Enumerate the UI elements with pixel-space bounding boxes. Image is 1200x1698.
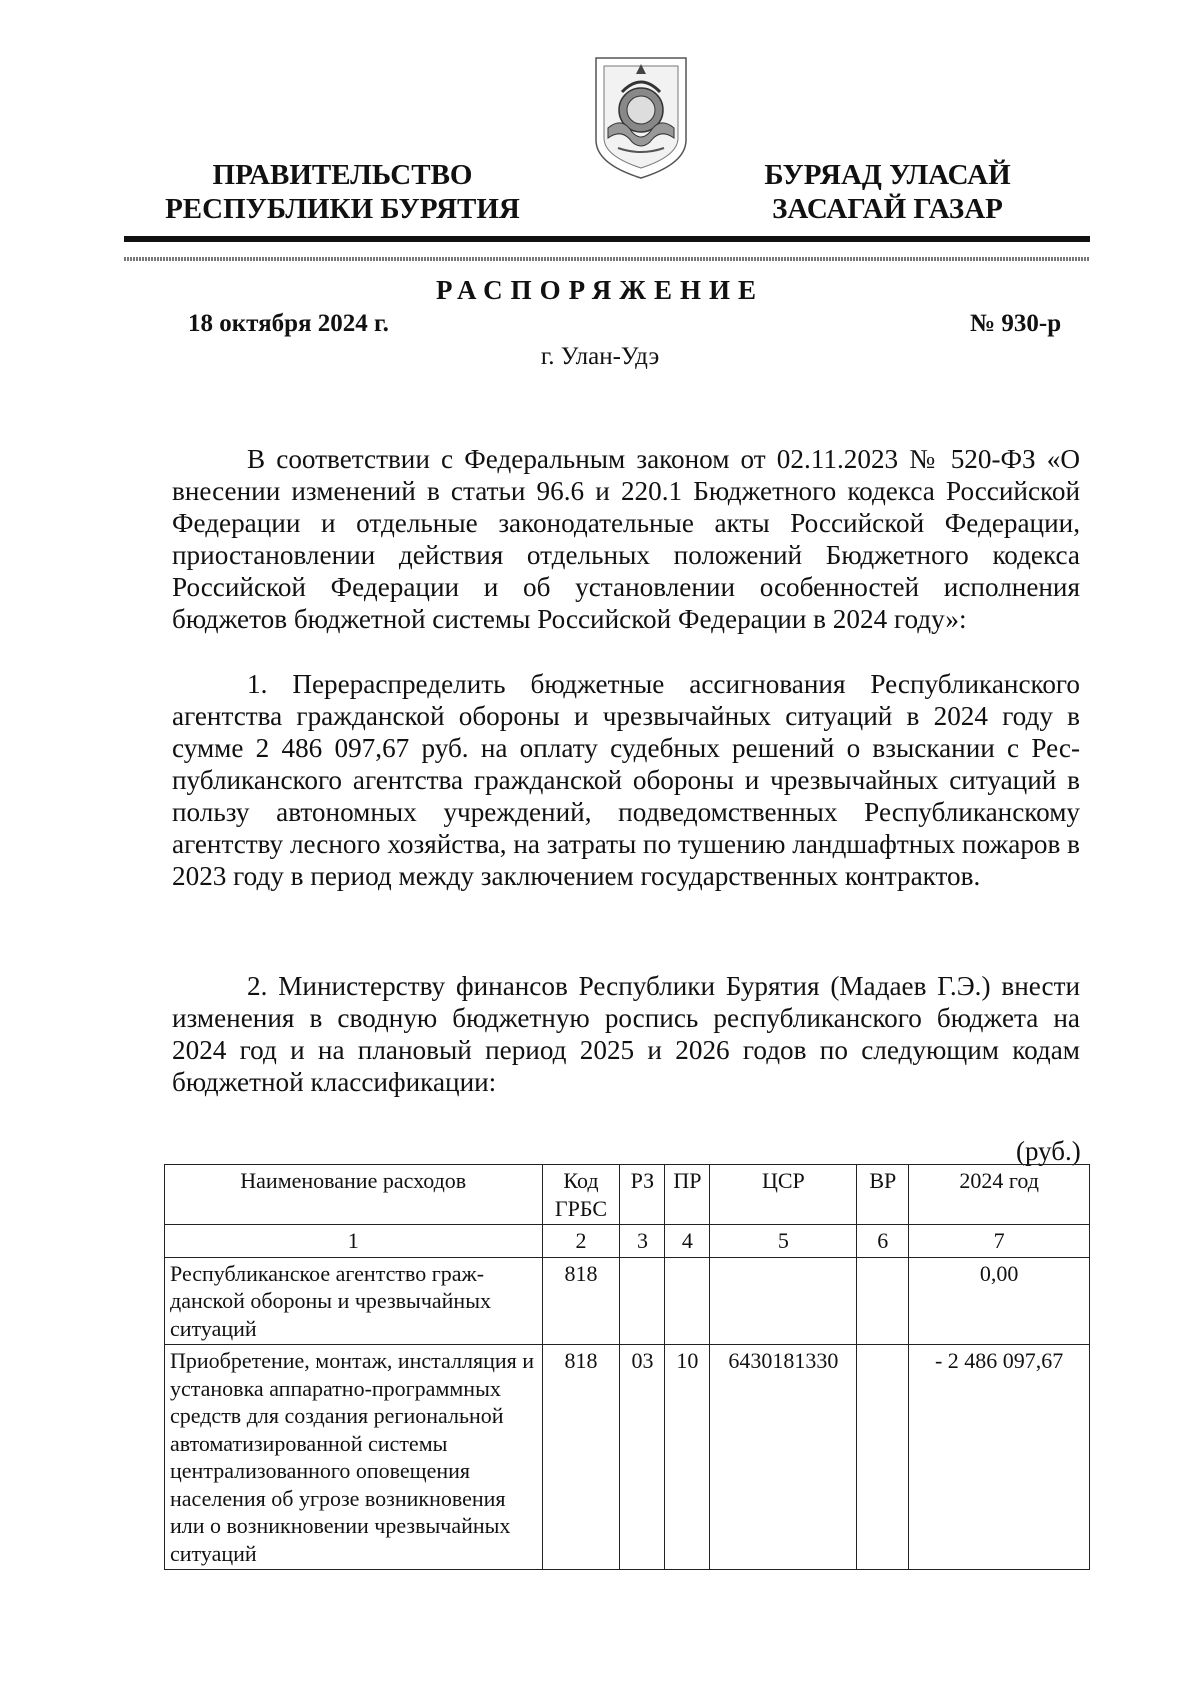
col-number: 2 xyxy=(542,1225,620,1258)
row-amount: - 2 486 097,67 xyxy=(909,1345,1090,1570)
header-right-line2: ЗАСАГАЙ ГАЗАР xyxy=(772,193,1003,225)
header-divider-thick xyxy=(124,236,1090,242)
document-city: г. Улан-Удэ xyxy=(540,343,660,370)
col-number: 1 xyxy=(165,1225,543,1258)
document-date: 18 октября 2024 г. xyxy=(188,310,389,337)
paragraph-2: 2. Министерству финансов Республики Бурятия (Мадаев Г.Э.) внести изменения в сводную бюджетную роспись республиканского бюджета на 2024 год и на плановый период 2025 и 2026 годов по следующим кодам бюджетной классификации: xyxy=(172,971,1080,1097)
row-name: Приобретение, монтаж, инсталляция и установка аппаратно-программных средств для создания региональной автоматизированной системы централизованного оповещения населения об угрозе возникновения или о возникновении чрезвычайных ситуаций xyxy=(165,1345,543,1570)
row-rz: 03 xyxy=(620,1345,665,1570)
col-number: 6 xyxy=(857,1225,909,1258)
row-csr: 6430181330 xyxy=(710,1345,857,1570)
row-grbs: 818 xyxy=(542,1345,620,1570)
table-unit: (руб.) xyxy=(1016,1136,1081,1166)
col-number: 5 xyxy=(710,1225,857,1258)
header-rz: РЗ xyxy=(620,1165,665,1225)
budget-table xyxy=(164,1164,1090,1570)
table-column-numbers-row xyxy=(165,1225,1090,1258)
header-right-line1: БУРЯАД УЛАСАЙ xyxy=(764,159,1011,191)
header-name: Наименование расходов xyxy=(165,1165,543,1225)
row-vr xyxy=(857,1345,909,1570)
header-vr: ВР xyxy=(857,1165,909,1225)
col-number: 3 xyxy=(620,1225,665,1258)
col-number: 7 xyxy=(909,1225,1090,1258)
header-divider-thin xyxy=(124,257,1090,261)
row-csr xyxy=(710,1257,857,1345)
row-pr xyxy=(665,1257,710,1345)
coat-of-arms-emblem xyxy=(592,52,690,182)
table-row xyxy=(165,1345,1090,1570)
header-left-line2: РЕСПУБЛИКИ БУРЯТИЯ xyxy=(165,193,520,225)
table-header-row xyxy=(165,1165,1090,1225)
row-rz xyxy=(620,1257,665,1345)
row-grbs: 818 xyxy=(542,1257,620,1345)
col-number: 4 xyxy=(665,1225,710,1258)
government-name-buryat xyxy=(735,158,1040,226)
paragraph-intro: В соответствии с Федеральным законом от 02.11.2023 № 520-ФЗ «О внесении изменений в статьи 96.6 и 220.1 Бюджетного кодекса Российской Федерации и отдельные законодательные акты Российской Федерации, приостановлении действия отдельных положений Бюджетного кодекса Российской Федерации и об установлении особенностей исполнения бюджетов бюджетной системы Российской Федерации в 2024 году»: xyxy=(172,444,1080,634)
row-amount: 0,00 xyxy=(909,1257,1090,1345)
header-csr: ЦСР xyxy=(710,1165,857,1225)
table-row xyxy=(165,1257,1090,1345)
document-number: № 930-р xyxy=(970,310,1062,337)
government-name-russian xyxy=(150,158,535,226)
row-pr: 10 xyxy=(665,1345,710,1570)
paragraph-1: 1. Перераспределить бюджетные ассигнования Республиканского агентства гражданской обороны и чрезвычайных ситуаций в 2024 году в сумме 2 486 097,67 руб. на оплату судебных решений о взыскании с Республиканского агентства гражданской обороны и чрезвычайных ситуаций в пользу автономных учреждений, подведомственных Республиканскому агентству лесного хозяйства, на затраты по тушению ландшафтных пожаров в 2023 году в период между заключением государственных контрактов. xyxy=(172,669,1080,891)
row-vr xyxy=(857,1257,909,1345)
header-amount: 2024 год xyxy=(909,1165,1090,1225)
header-pr: ПР xyxy=(665,1165,710,1225)
header-grbs: Код ГРБС xyxy=(542,1165,620,1225)
header-left-line1: ПРАВИТЕЛЬСТВО xyxy=(212,159,473,191)
document-title: РАСПОРЯЖЕНИЕ xyxy=(435,275,765,305)
row-name: Республиканское агентство гражданской обороны и чрезвычайных ситуаций xyxy=(165,1257,543,1345)
